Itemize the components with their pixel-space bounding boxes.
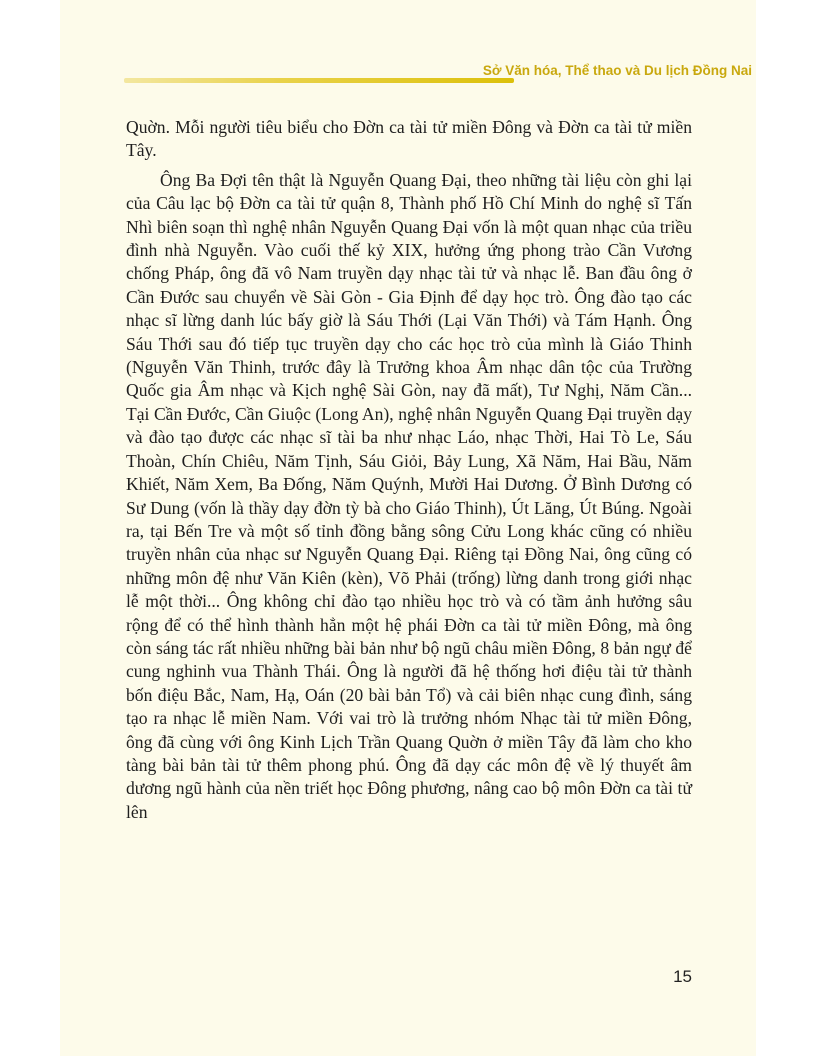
- page-number: 15: [673, 967, 692, 986]
- running-header: Sở Văn hóa, Thể thao và Du lịch Đồng Nai: [482, 63, 752, 78]
- body-text: [126, 116, 692, 824]
- paragraph: Ông Ba Đợi tên thật là Nguyễn Quang Đại, theo những tài liệu còn ghi lại của Câu lạc bộ Đờn ca tài tử quận 8, Thành phố Hồ Chí Minh do nghệ sĩ Tấn Nhì biên soạn thì nghệ nhân Nguyễn Quang Đại vốn là một quan nhạc của triều đình nhà Nguyễn. Vào cuối thế kỷ XIX, hưởng ứng phong trào Cần Vương chống Pháp, ông đã vô Nam truyền dạy nhạc tài tử và nhạc lễ. Ban đầu ông ở Cần Đước sau chuyển về Sài Gòn - Gia Định để dạy học trò. Ông đào tạo các nhạc sĩ lừng danh lúc bấy giờ là Sáu Thới (Lại Văn Thới) và Tám Hạnh. Ông Sáu Thới sau đó tiếp tục truyền dạy cho các học trò của mình là Giáo Thinh (Nguyễn Văn Thinh, trước đây là Trưởng khoa Âm nhạc dân tộc của Trường Quốc gia Âm nhạc và Kịch nghệ Sài Gòn, nay đã mất), Tư Nghị, Năm Cần... Tại Cần Đước, Cần Giuộc (Long An), nghệ nhân Nguyễn Quang Đại truyền dạy và đào tạo được các nhạc sĩ tài ba như nhạc Láo, nhạc Thời, Hai Tò Le, Sáu Thoàn, Chín Chiêu, Năm Tịnh, Sáu Giỏi, Bảy Lung, Xã Năm, Hai Bầu, Năm Khiết, Năm Xem, Ba Đống, Năm Quýnh, Mười Hai Dương. Ở Bình Dương có Sư Dung (vốn là thầy dạy đờn tỳ bà cho Giáo Thinh), Út Lăng, Út Búng. Ngoài ra, tại Bến Tre và một số tỉnh đồng bằng sông Cửu Long khác cũng có nhiều truyền nhân của nhạc sư Nguyễn Quang Đại. Riêng tại Đồng Nai, ông cũng có những môn đệ như Văn Kiên (kèn), Võ Phải (trống) lừng danh trong giới nhạc lễ một thời... Ông không chỉ đào tạo nhiều học trò và có tầm ảnh hưởng sâu rộng để có thể hình thành hẳn một hệ phái Đờn ca tài tử miền Đông, mà ông còn sáng tác rất nhiều những bài bản như bộ ngũ châu miền Đông, 8 bản ngự để cung nghinh vua Thành Thái. Ông là người đã hệ thống hơi điệu tài tử thành bốn điệu Bắc, Nam, Hạ, Oán (20 bài bản Tổ) và cải biên nhạc cung đình, sáng tạo ra nhạc lễ miền Nam. Với vai trò là trưởng nhóm Nhạc tài tử miền Đông, ông đã cùng với ông Kinh Lịch Trần Quang Quờn ở miền Tây đã làm cho kho tàng bài bản tài tử thêm phong phú. Ông đã dạy các môn đệ về lý thuyết âm dương ngũ hành của nền triết học Đông phương, nâng cao bộ môn Đờn ca tài tử lên: [126, 169, 692, 822]
- book-page: [60, 0, 756, 1056]
- paragraph-continuation: Quờn. Mỗi người tiêu biểu cho Đờn ca tài tử miền Đông và Đờn ca tài tử miền Tây.: [126, 117, 692, 161]
- header-rule: [124, 78, 514, 83]
